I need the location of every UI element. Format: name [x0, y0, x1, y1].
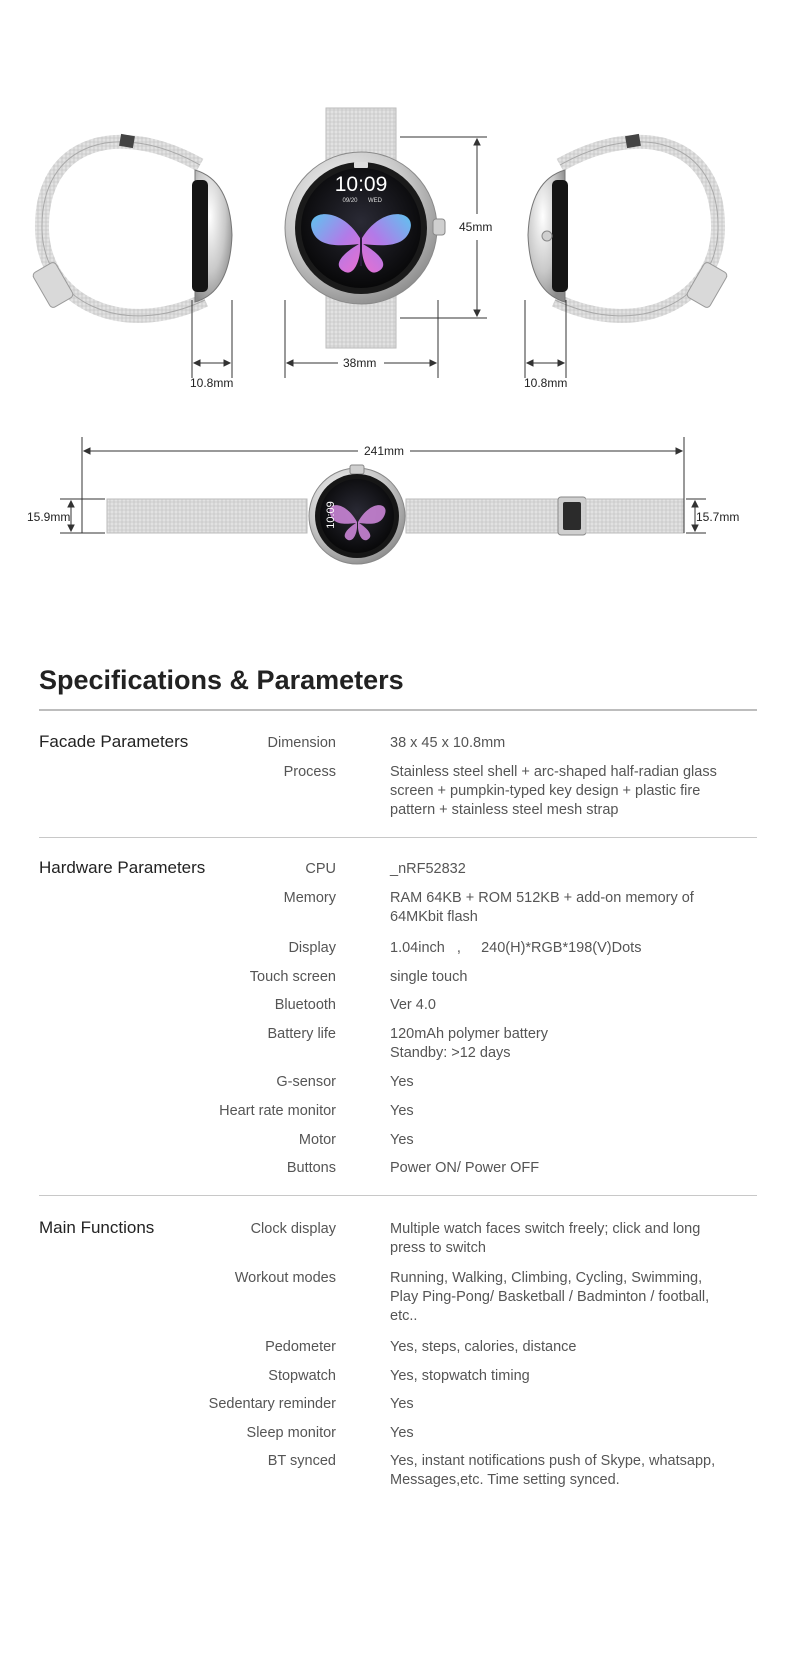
spec-label: BT synced	[267, 1453, 336, 1469]
spec-title: Specifications & Parameters	[39, 665, 404, 695]
spec-value: Stainless steel shell + arc-shaped half-radian glass screen + pumpkin-typed key design + plastic fire pattern + stainless steel mesh strap	[390, 764, 717, 818]
watch-illustration	[0, 0, 800, 620]
spec-value: Yes	[390, 1103, 414, 1119]
specifications-section	[39, 660, 757, 1488]
spec-label: Touch screen	[249, 969, 336, 985]
left-side-view	[32, 134, 232, 316]
section-divider	[39, 1195, 757, 1196]
spec-label: Sleep monitor	[246, 1425, 336, 1441]
top-view-time: 10:09	[325, 501, 337, 529]
spec-label: Dimension	[267, 735, 336, 751]
spec-label: Buttons	[286, 1160, 336, 1176]
top-view	[107, 465, 684, 564]
dim-total-length: 241mm	[364, 444, 405, 458]
spec-value: Yes, stopwatch timing	[390, 1368, 530, 1384]
spec-value: Power ON/ Power OFF	[390, 1160, 540, 1176]
spec-value: Yes	[390, 1132, 414, 1148]
dim-side-thickness-left: 10.8mm	[190, 376, 234, 390]
spec-value: 120mAh polymer battery Standby: >12 days	[390, 1026, 548, 1061]
dim-side-thickness-right: 10.8mm	[524, 376, 568, 390]
spec-value: 38 x 45 x 10.8mm	[390, 735, 506, 751]
spec-label: Bluetooth	[274, 997, 336, 1013]
product-dimension-figure	[0, 0, 800, 620]
spec-value: Multiple watch faces switch freely; click and long press to switch	[390, 1221, 701, 1256]
dim-front-width: 38mm	[343, 356, 377, 370]
spec-label: Motor	[298, 1132, 336, 1148]
section-heading: Main Functions	[39, 1218, 155, 1237]
right-side-view	[528, 134, 728, 316]
spec-label: Stopwatch	[268, 1368, 336, 1384]
spec-value: RAM 64KB + ROM 512KB + add-on memory of 64MKbit flash	[390, 890, 694, 925]
spec-value: single touch	[390, 969, 468, 985]
spec-label: Memory	[283, 890, 336, 906]
watch-weekday: WED	[368, 198, 382, 204]
front-view	[285, 108, 445, 348]
spec-value: _nRF52832	[390, 861, 466, 877]
dim-strap-width-left: 15.9mm	[27, 510, 71, 524]
spec-label: Battery life	[267, 1026, 336, 1042]
spec-value: Yes, steps, calories, distance	[390, 1339, 577, 1355]
title-divider	[39, 709, 757, 711]
section-heading: Facade Parameters	[39, 732, 189, 751]
spec-value: Yes	[390, 1425, 414, 1441]
spec-value: Yes	[390, 1074, 414, 1090]
spec-value: Yes, instant notifications push of Skype, whatsapp, Messages,etc. Time setting synced.	[390, 1453, 716, 1488]
spec-label: Process	[283, 764, 336, 780]
spec-label: Display	[288, 940, 336, 956]
spec-value: Running, Walking, Climbing, Cycling, Swimming, Play Ping-Pong/ Basketball / Badminton / football, etc..	[390, 1270, 710, 1324]
spec-value: Yes	[390, 1396, 414, 1412]
spec-label: Clock display	[250, 1221, 336, 1237]
section-heading: Hardware Parameters	[39, 858, 206, 877]
spec-label: Sedentary reminder	[208, 1396, 336, 1412]
spec-label: Workout modes	[234, 1270, 336, 1286]
watch-time: 10:09	[334, 173, 388, 196]
spec-label: Heart rate monitor	[219, 1103, 336, 1119]
watch-date: 09/20	[342, 198, 358, 204]
spec-label: G-sensor	[276, 1074, 336, 1090]
dim-strap-width-right: 15.7mm	[696, 510, 740, 524]
section-divider	[39, 837, 757, 838]
spec-value: Ver 4.0	[390, 997, 436, 1013]
spec-label: CPU	[305, 861, 336, 877]
dim-front-height: 45mm	[459, 220, 493, 234]
spec-value: 1.04inch , 240(H)*RGB*198(V)Dots	[390, 940, 642, 956]
spec-label: Pedometer	[265, 1339, 336, 1355]
